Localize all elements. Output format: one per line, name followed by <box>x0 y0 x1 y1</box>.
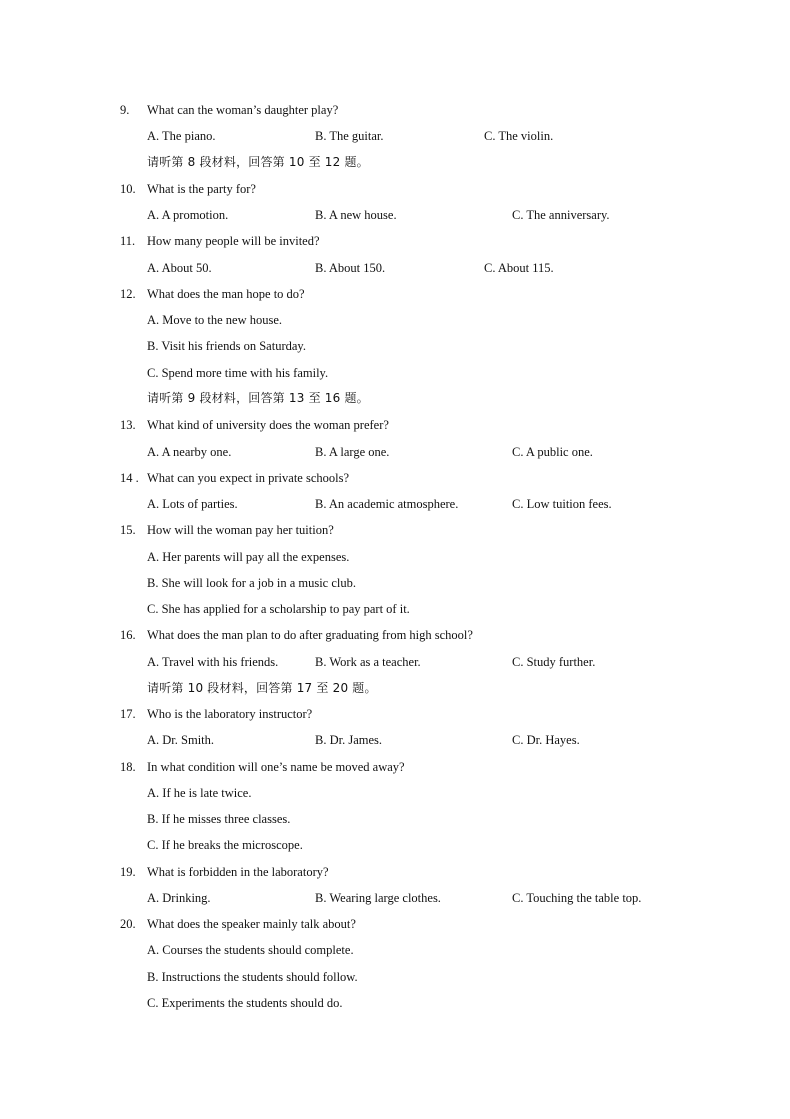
option-a[interactable]: A. A promotion. <box>147 208 229 222</box>
option-c[interactable]: C. If he breaks the microscope. <box>147 838 303 852</box>
option-b[interactable]: B. The guitar. <box>315 129 384 143</box>
option-b[interactable]: B. Work as a teacher. <box>315 655 421 669</box>
question-text: What does the man hope to do? <box>147 287 305 301</box>
option-c[interactable]: C. Spend more time with his family. <box>147 366 329 380</box>
option-a[interactable]: A. A nearby one. <box>147 445 232 459</box>
question-number: 16. <box>120 628 136 642</box>
option-c[interactable]: C. Dr. Hayes. <box>512 733 580 747</box>
question-number: 19. <box>120 865 136 879</box>
question-number: 14 . <box>120 471 139 485</box>
option-b[interactable]: B. Instructions the students should follow. <box>147 970 358 984</box>
question-number: 12. <box>120 287 136 301</box>
option-c[interactable]: C. Low tuition fees. <box>512 497 612 511</box>
option-b[interactable]: B. An academic atmosphere. <box>315 497 459 511</box>
option-a[interactable]: A. Drinking. <box>147 891 211 905</box>
option-b[interactable]: B. Dr. James. <box>315 733 383 747</box>
question-number: 9. <box>120 103 130 117</box>
option-c[interactable]: C. Experiments the students should do. <box>147 996 343 1010</box>
question-number: 17. <box>120 707 136 721</box>
option-a[interactable]: A. Lots of parties. <box>147 497 238 511</box>
question-number: 18. <box>120 760 136 774</box>
question-text: What does the speaker mainly talk about? <box>147 917 356 931</box>
option-c[interactable]: C. She has applied for a scholarship to pay part of it. <box>147 602 410 616</box>
option-a[interactable]: A. Move to the new house. <box>147 313 283 327</box>
option-a[interactable]: A. If he is late twice. <box>147 786 252 800</box>
option-b[interactable]: B. A new house. <box>315 208 397 222</box>
option-a[interactable]: A. Her parents will pay all the expenses. <box>147 550 350 564</box>
question-text: What is the party for? <box>147 182 256 196</box>
option-a[interactable]: A. Courses the students should complete. <box>147 943 354 957</box>
option-a[interactable]: A. Dr. Smith. <box>147 733 215 747</box>
option-c[interactable]: C. A public one. <box>512 445 593 459</box>
option-c[interactable]: C. Study further. <box>512 655 596 669</box>
question-number: 11. <box>120 234 136 248</box>
section-instruction: 请听第 9 段材料，回答第 13 至 16 题。 <box>147 391 369 405</box>
option-b[interactable]: B. A large one. <box>315 445 390 459</box>
option-c[interactable]: C. The violin. <box>484 129 554 143</box>
option-b[interactable]: B. About 150. <box>315 261 386 275</box>
question-text: What does the man plan to do after graduating from high school? <box>147 628 473 642</box>
section-instruction: 请听第 10 段材料，回答第 17 至 20 题。 <box>147 681 377 695</box>
question-text: What can you expect in private schools? <box>147 471 350 485</box>
option-b[interactable]: B. Visit his friends on Saturday. <box>147 339 306 353</box>
question-text: In what condition will one’s name be moved away? <box>147 760 405 774</box>
option-a[interactable]: A. The piano. <box>147 129 216 143</box>
question-text: What can the woman’s daughter play? <box>147 103 339 117</box>
option-a[interactable]: A. About 50. <box>147 261 212 275</box>
question-text: Who is the laboratory instructor? <box>147 707 313 721</box>
option-c[interactable]: C. Touching the table top. <box>512 891 642 905</box>
question-text: What is forbidden in the laboratory? <box>147 865 329 879</box>
question-text: How many people will be invited? <box>147 234 320 248</box>
section-instruction: 请听第 8 段材料，回答第 10 至 12 题。 <box>147 155 369 169</box>
question-text: What kind of university does the woman prefer? <box>147 418 389 432</box>
option-a[interactable]: A. Travel with his friends. <box>147 655 279 669</box>
question-number: 13. <box>120 418 136 432</box>
option-b[interactable]: B. She will look for a job in a music club. <box>147 576 357 590</box>
question-text: How will the woman pay her tuition? <box>147 523 334 537</box>
option-c[interactable]: C. About 115. <box>484 261 554 275</box>
question-number: 15. <box>120 523 136 537</box>
option-b[interactable]: B. Wearing large clothes. <box>315 891 441 905</box>
question-number: 20. <box>120 917 136 931</box>
option-c[interactable]: C. The anniversary. <box>512 208 610 222</box>
option-b[interactable]: B. If he misses three classes. <box>147 812 291 826</box>
question-number: 10. <box>120 182 136 196</box>
